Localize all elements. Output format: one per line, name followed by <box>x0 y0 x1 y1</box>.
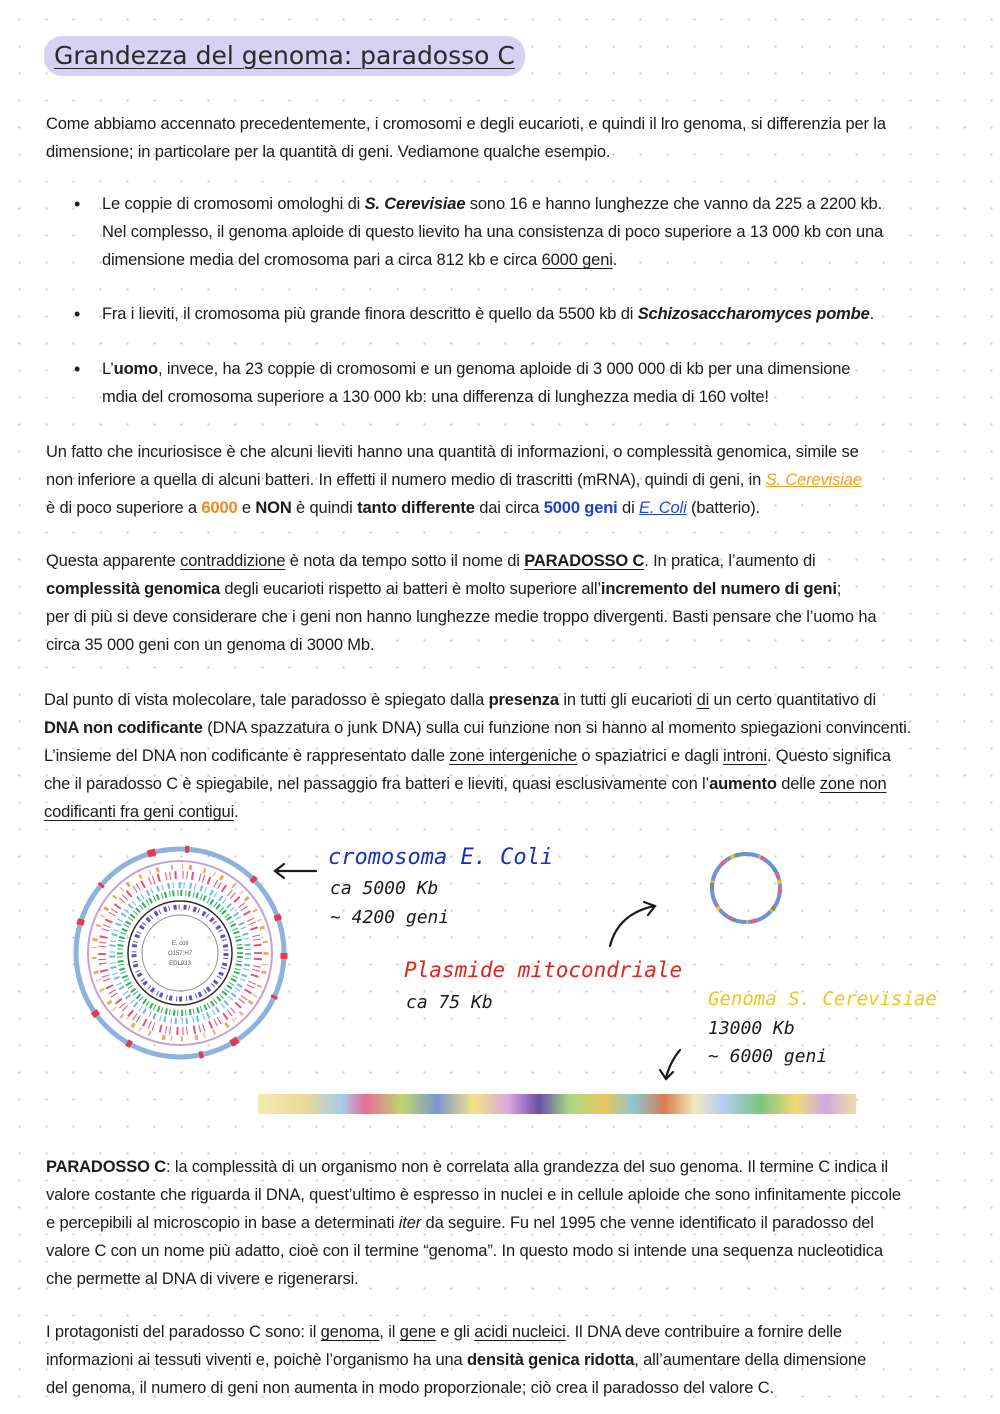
intro-paragraph <box>46 110 886 166</box>
text-span: tanto differente <box>357 499 475 517</box>
text-span: complessità genomica <box>46 580 220 598</box>
text-line <box>46 466 862 494</box>
yeast-genes: ~ 6000 geni <box>708 1046 828 1067</box>
text-span: (DNA spazzatura o junk DNA) sulla cui funzione non si hanno al momento spiegazioni convincenti. <box>202 719 912 737</box>
text-span: PARADOSSO C <box>46 1158 166 1176</box>
ecoli-genome-map <box>70 840 290 1070</box>
text-span: degli eucarioti rispetto ai batteri è molto superiore all’ <box>219 580 601 598</box>
text-line <box>44 714 911 742</box>
text-span: I protagonisti del paradosso C sono: il <box>46 1323 321 1341</box>
text-line <box>102 246 883 274</box>
text-span: un certo quantitativo di <box>709 691 876 709</box>
ecoli-size: ca 5000 Kb <box>330 878 439 899</box>
text-span: L’insieme del DNA non codificante è rappresentato dalle <box>44 747 450 765</box>
yeast-size: 13000 Kb <box>708 1018 795 1039</box>
text-span: NON <box>255 499 292 517</box>
text-span: iter <box>398 1214 422 1232</box>
page-title: Grandezza del genoma: paradosso C <box>44 36 525 76</box>
text-span: , il <box>379 1323 400 1341</box>
yeast-genome-strip <box>258 1094 856 1114</box>
text-span: di <box>696 691 710 709</box>
text-span: di <box>617 499 640 517</box>
paragraph-protagonisti <box>46 1318 866 1402</box>
text-span: delle <box>776 775 820 793</box>
text-span: codificanti fra geni contigui <box>44 803 235 821</box>
link-ecoli[interactable]: E. Coli <box>639 499 687 517</box>
ecoli-label: cromosoma E. Coli <box>328 845 554 870</box>
intro-line-2: dimensione; in particolare per la quantità di geni. Vediamone qualche esempio. <box>46 143 611 161</box>
text-span: PARADOSSO C <box>524 552 645 570</box>
text-line <box>46 1346 866 1374</box>
plasmid-size: ca 75 Kb <box>406 992 493 1013</box>
text-span: acidi nucleici <box>474 1323 566 1341</box>
text-line <box>44 686 911 714</box>
text-span: Questa apparente <box>46 552 181 570</box>
text-span: ; <box>836 580 842 598</box>
text-span: è quindi <box>291 499 358 517</box>
text-line: valore C con un nome più adatto, cioè con il termine “genoma”. In questo modo si intende una sequenza nucleotidica <box>46 1242 883 1260</box>
text-span: non inferiore a quella di alcuni batteri. In effetti il numero medio di trascritti (mRNA), quindi di geni, in <box>46 471 766 489</box>
arrow-down-icon <box>656 1046 686 1082</box>
text-span: zone intergeniche <box>449 747 577 765</box>
text-span: . Questo significa <box>766 747 891 765</box>
text-line <box>44 770 911 798</box>
text-line <box>44 742 911 770</box>
text-span: da seguire. Fu nel 1995 che venne identificato il paradosso del <box>421 1214 874 1232</box>
text-span: aumento <box>709 775 777 793</box>
ecoli-inner-label-3: EDL933 <box>169 961 191 967</box>
text-line: Nel complesso, il genoma aploide di questo lievito ha una consistenza di poco superiore a 13 000 kb con una <box>102 223 884 241</box>
text-span: e gli <box>435 1323 475 1341</box>
text-span: (batterio). <box>686 499 760 517</box>
text-span: : la complessità di un organismo non è correlata alla grandezza del suo genoma. Il termine C indica il <box>165 1158 889 1176</box>
text-line: mdia del cromosoma superiore a 130 000 kb: una differenza di lunghezza media di 160 volte! <box>102 388 769 406</box>
text-line <box>44 798 911 826</box>
arrow-left-icon <box>270 860 318 882</box>
bullet-item-uomo <box>74 355 851 411</box>
text-span: . <box>869 305 875 323</box>
text-line <box>46 1153 901 1181</box>
text-span: DNA non codificante <box>44 719 203 737</box>
text-span: 5000 geni <box>543 499 618 517</box>
bullet-dot: • <box>74 359 81 379</box>
text-line: Un fatto che incuriosisce è che alcuni lieviti hanno una quantità di informazioni, o complessità genomica, simile se <box>46 443 859 461</box>
paragraph-definizione <box>46 1153 901 1293</box>
text-span: Dal punto di vista molecolare, tale paradosso è spiegato dalla <box>44 691 489 709</box>
text-line <box>46 1318 866 1346</box>
text-span: zone non <box>819 775 887 793</box>
paragraph-paradosso <box>46 547 876 659</box>
text-span: sono 16 e hanno lunghezze che vanno da 225 a 2200 kb. <box>465 195 883 213</box>
text-span: in tutti gli eucarioti <box>558 691 697 709</box>
ecoli-inner-label-1: E. coli <box>171 941 189 947</box>
text-line: circa 35 000 geni con un genoma di 3000 Mb. <box>46 636 375 654</box>
text-span: uomo <box>113 360 158 378</box>
text-span: . <box>234 803 239 821</box>
text-line: del genoma, il numero di geni non aumenta in modo proporzionale; ciò crea il paradosso del valore C. <box>46 1379 774 1397</box>
text-line: che permette al DNA di vivere e rigenerarsi. <box>46 1270 359 1288</box>
text-line: valore costante che riguarda il DNA, quest’ultimo è espresso in nuclei e in cellule aploide che sono infinitamente piccole <box>46 1186 901 1204</box>
text-span: che il paradosso C è spiegabile, nel passaggio fra batteri e lieviti, quasi esclusivamente con l’ <box>44 775 710 793</box>
text-line <box>102 300 874 328</box>
text-span: 6000 geni <box>541 251 613 269</box>
text-line <box>102 190 883 218</box>
text-span: , all’aumentare della dimensione <box>634 1351 867 1369</box>
text-line <box>102 355 850 383</box>
link-cerevisiae[interactable]: S. Cerevisiae <box>765 471 862 489</box>
bullet-item-cerevisiae <box>74 190 884 274</box>
text-span: dai circa <box>474 499 544 517</box>
text-span: e <box>237 499 256 517</box>
plasmid-label: Plasmide mitocondriale <box>404 958 683 982</box>
ecoli-inner-label-2: O157:H7 <box>167 951 193 957</box>
text-span: o spaziatrici e dagli <box>577 747 724 765</box>
text-span: Fra i lieviti, il cromosoma più grande finora descritto è quello da 5500 kb di <box>102 305 638 323</box>
species-pombe: Schizosaccharomyces pombe <box>637 305 870 323</box>
text-line <box>46 547 876 575</box>
ecoli-genes: ~ 4200 geni <box>330 907 450 928</box>
curved-arrow-icon <box>604 900 664 950</box>
text-line <box>46 1209 901 1237</box>
bullet-item-pombe <box>74 300 875 328</box>
text-span: 6000 <box>201 499 238 517</box>
species-cerevisiae: S. Cerevisiae <box>364 195 466 213</box>
text-span: informazioni ai tessuti viventi e, poichè l’organismo ha una <box>46 1351 467 1369</box>
text-line <box>46 575 876 603</box>
text-span: genoma <box>320 1323 380 1341</box>
text-line: per di più si deve considerare che i geni non hanno lunghezze medie troppo divergenti. Basti pensare che l’uomo ha <box>46 608 877 626</box>
paragraph-lieviti <box>46 438 862 522</box>
intro-line-1: Come abbiamo accennato precedentemente, i cromosomi e degli eucarioti, e quindi il lro genoma, si differenzia per la <box>46 115 886 133</box>
text-span: è di poco superiore a <box>46 499 202 517</box>
text-span: introni <box>723 747 767 765</box>
text-span: , invece, ha 23 coppie di cromosomi e un genoma aploide di 3 000 000 di kb per una dimensione <box>157 360 851 378</box>
text-span: Le coppie di cromosomi omologhi di <box>102 195 365 213</box>
bullet-dot: • <box>74 194 81 214</box>
text-span: densità genica ridotta <box>467 1351 635 1369</box>
text-span: incremento del numero di geni <box>600 580 837 598</box>
yeast-label: Genoma S. Cerevisiae <box>708 988 937 1010</box>
text-span: presenza <box>488 691 559 709</box>
text-line <box>46 494 862 522</box>
text-span: L’ <box>102 360 114 378</box>
text-span: . Il DNA deve contribuire a fornire delle <box>565 1323 843 1341</box>
paragraph-molecolare <box>44 686 911 826</box>
text-span: è nota da tempo sotto il nome di <box>285 552 525 570</box>
bullet-dot: • <box>74 304 81 324</box>
text-span: contraddizione <box>180 552 286 570</box>
text-span: gene <box>399 1323 436 1341</box>
text-span: . <box>612 251 618 269</box>
text-span: . In pratica, l’aumento di <box>644 552 816 570</box>
text-span: e percepibili al microscopio in base a determinati <box>46 1214 399 1232</box>
plasmid-circle <box>706 848 786 928</box>
text-span: dimensione media del cromosoma pari a circa 812 kb e circa <box>102 251 542 269</box>
